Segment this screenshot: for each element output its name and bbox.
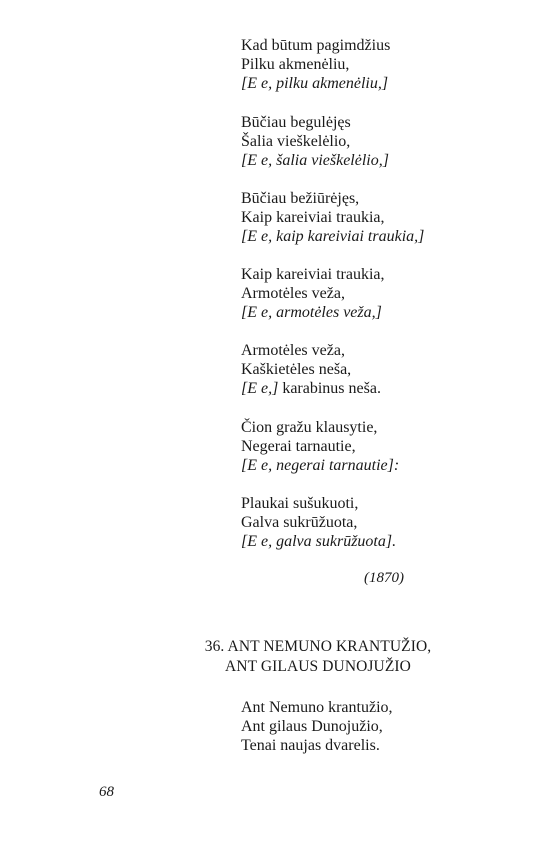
stanza-5 <box>241 341 381 398</box>
verse-line: Armotėles veža, <box>241 342 345 359</box>
refrain-italic-part: [E e,] <box>241 380 279 397</box>
stanza-7 <box>241 494 396 551</box>
verse-line: Kaip kareiviai traukia, <box>241 209 385 226</box>
verse-line: Kaip kareiviai traukia, <box>241 266 385 283</box>
refrain-line: [E e, kaip kareiviai traukia,] <box>241 228 425 245</box>
stanza-1 <box>241 36 390 93</box>
verse-line: Čion gražu klausytie, <box>241 419 378 436</box>
stanza-4 <box>241 265 385 322</box>
refrain-roman-part: karabinus neša. <box>278 380 381 397</box>
refrain-line: [E e, šalia vieškelėlio,] <box>241 152 389 169</box>
song-heading <box>180 637 456 677</box>
verse-line: Armotėles veža, <box>241 285 345 302</box>
verse-line: Būčiau bežiūrėjęs, <box>241 190 360 207</box>
song-date: (1870) <box>364 570 404 586</box>
verse-line: Kaškietėles neša, <box>241 361 352 378</box>
song-heading-line-2: ANT GILAUS DUNOJUŽIO <box>225 658 411 675</box>
song-first-stanza <box>241 698 393 755</box>
verse-line: Plaukai sušukuoti, <box>241 495 359 512</box>
refrain-line: [E e, armotėles veža,] <box>241 304 382 321</box>
verse-line: Galva sukrūžuota, <box>241 514 358 531</box>
page-number: 68 <box>99 784 114 800</box>
stanza-6 <box>241 418 399 475</box>
stanza-2 <box>241 113 389 170</box>
verse-line: Būčiau begulėjęs <box>241 114 351 131</box>
refrain-line: [E e, pilku akmenėliu,] <box>241 75 389 92</box>
verse-line: Ant Nemuno krantužio, <box>241 699 393 716</box>
refrain-line <box>241 379 381 398</box>
verse-line: Šalia vieškelėlio, <box>241 133 351 150</box>
song-heading-line-1: 36. ANT NEMUNO KRANTUŽIO, <box>204 638 432 655</box>
verse-line: Kad būtum pagimdžius <box>241 37 391 54</box>
verse-line: Negerai tarnautie, <box>241 438 356 455</box>
verse-line: Pilku akmenėliu, <box>241 56 350 73</box>
stanza-3 <box>241 189 424 246</box>
verse-line: Ant gilaus Dunojužio, <box>241 718 383 735</box>
refrain-line: [E e, negerai tarnautie]: <box>241 457 400 474</box>
verse-line: Tenai naujas dvarelis. <box>241 737 380 754</box>
refrain-line: [E e, galva sukrūžuota]. <box>241 533 397 550</box>
